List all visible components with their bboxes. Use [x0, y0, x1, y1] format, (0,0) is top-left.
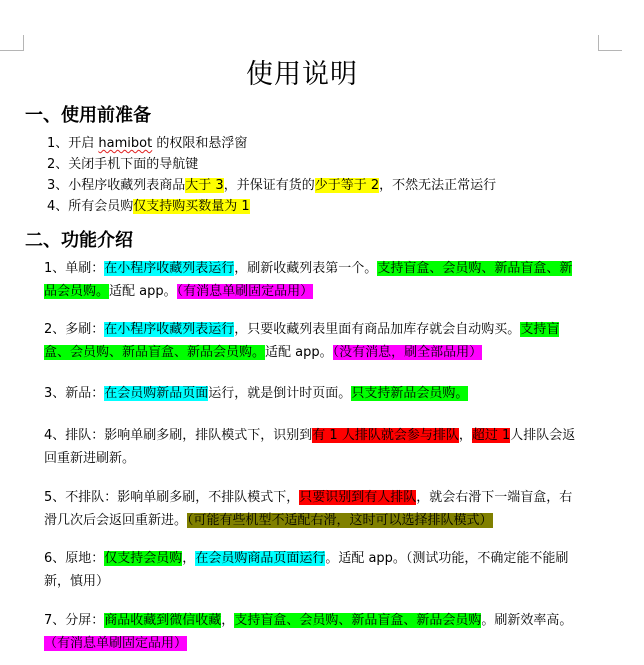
highlight-cyan: 在会员购新品页面 — [104, 386, 209, 401]
feature-paragraph-no-queue: 5、不排队：影响单刷多刷，不排队模式下，只要识别到有人排队，就会右滑下一端盲盒，右滑几次后会返回重新进。（可能有些机型不适配右滑，这时可以选择排队模式） — [44, 490, 573, 528]
highlight-green: 仅支持会员购 — [104, 551, 183, 566]
list-item: 1、开启 hamibot 的权限和悬浮窗 — [47, 136, 248, 151]
list-item: 4、所有会员购仅支持购买数量为 1 — [47, 199, 250, 214]
feature-paragraph-split-screen: 7、分屏：商品收藏到微信收藏，支持盲盒、会员购、新品盲盒、新品会员购。刷新效率高。（有消息单刷固定品用） — [44, 613, 573, 651]
highlight-green: 只支持新品会员购。 — [351, 386, 469, 401]
highlight-magenta: （没有消息，刷全部品用） — [332, 345, 483, 360]
highlight-red: 只要识别到有人排队 — [299, 490, 417, 505]
section-heading-preparation: 一、使用前准备 — [25, 105, 151, 126]
highlight-magenta: （有消息单刷固定品用） — [44, 636, 188, 651]
highlight-green: 商品收藏到微信收藏 — [104, 613, 222, 628]
highlight-cyan: 在小程序收藏列表运行 — [104, 322, 235, 337]
highlight-yellow: 仅支持购买数量为 1 — [133, 199, 250, 214]
feature-paragraph-new: 3、新品：在会员购新品页面运行，就是倒计时页面。只支持新品会员购。 — [44, 386, 469, 401]
feature-paragraph-single: 1、单刷：在小程序收藏列表运行，刷新收藏列表第一个。支持盲盒、会员购、新品盲盒、新品会员购。适配 app。（有消息单刷固定品用） — [44, 261, 573, 299]
highlight-green: 支持盲盒、会员购、新品盲盒、新品会员购。 — [44, 322, 560, 360]
highlight-green: 支持盲盒、会员购、新品盲盒、新品会员购。 — [44, 261, 573, 299]
highlight-red: 超过 1 — [471, 428, 511, 443]
document-title: 使用说明 — [246, 59, 358, 90]
list-item: 2、关闭手机下面的导航键 — [47, 157, 199, 172]
highlight-cyan: 在小程序收藏列表运行 — [104, 261, 235, 276]
highlight-magenta: （有消息单刷固定品用） — [176, 284, 314, 299]
highlight-yellow: 少于等于 2 — [314, 178, 380, 193]
list-item: 3、小程序收藏列表商品大于 3，并保证有货的少于等于 2，不然无法正常运行 — [47, 178, 497, 193]
feature-paragraph-in-place: 6、原地：仅支持会员购，在会员购商品页面运行。适配 app。（测试功能，不确定能不能刷新，慎用） — [44, 551, 569, 589]
highlight-yellow: 大于 3 — [185, 178, 224, 193]
spellcheck-word: hamibot — [98, 136, 153, 151]
feature-paragraph-multi: 2、多刷：在小程序收藏列表运行，只要收藏列表里面有商品加库存就会自动购买。支持盲盒、会员购、新品盲盒、新品会员购。适配 app。（没有消息，刷全部品用） — [44, 322, 560, 360]
highlight-olive: （可能有些机型不适配右滑，这时可以选择排队模式） — [187, 513, 493, 528]
highlight-green: 支持盲盒、会员购、新品盲盒、新品会员购 — [234, 613, 482, 628]
highlight-red: 有 1 人排队就会参与排队 — [312, 428, 459, 443]
page-corner-mark-left — [0, 35, 24, 51]
feature-paragraph-queue: 4、排队：影响单刷多刷，排队模式下，识别到有 1 人排队就会参与排队，超过 1人排队会返回重新进刷新。 — [44, 428, 576, 466]
page-corner-mark-right — [598, 35, 622, 51]
highlight-cyan: 在会员购商品页面运行 — [195, 551, 326, 566]
section-heading-features: 二、功能介绍 — [25, 230, 133, 251]
